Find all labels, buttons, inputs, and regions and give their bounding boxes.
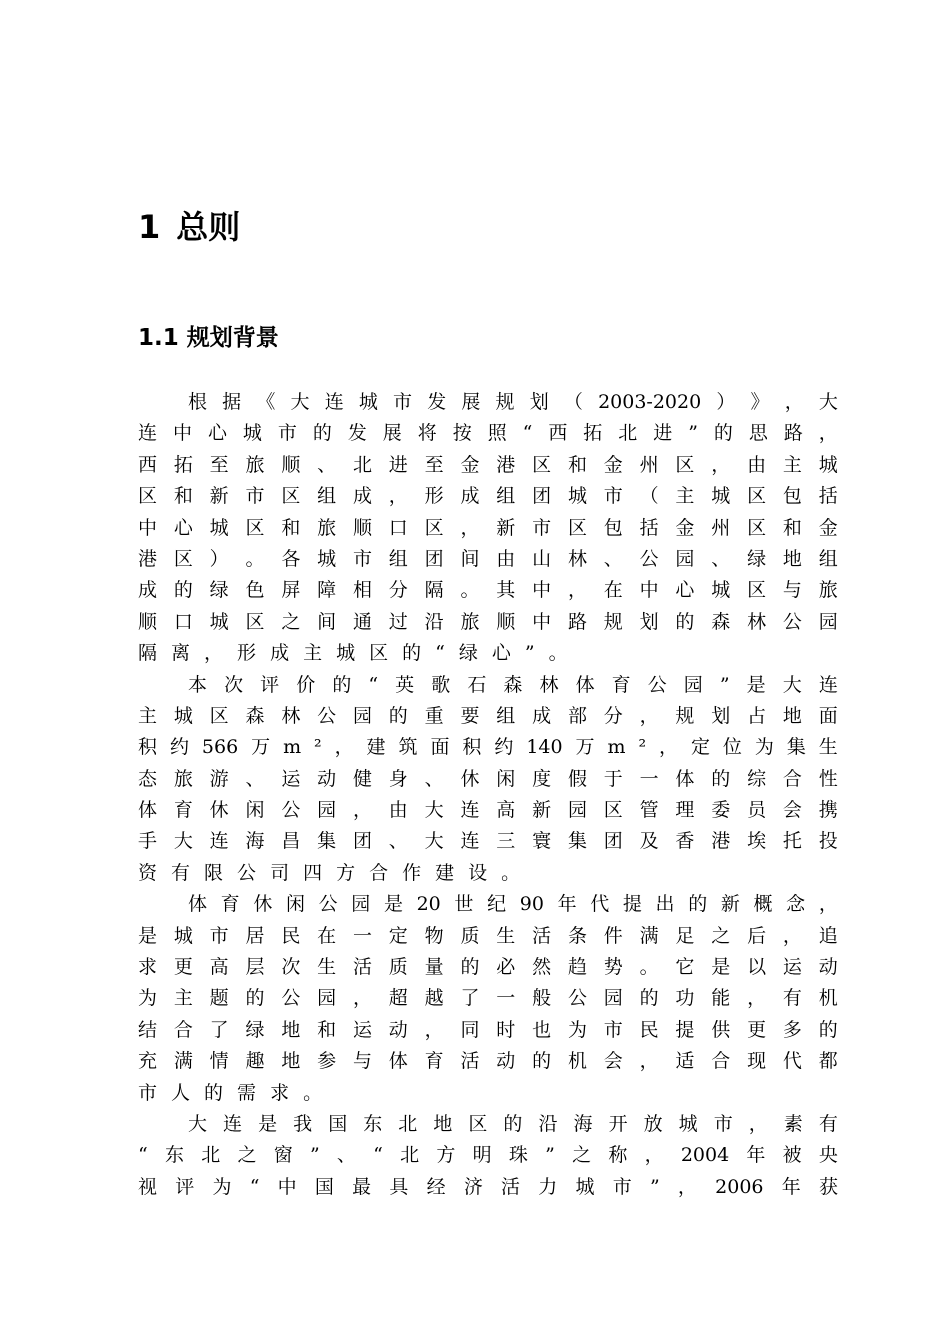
text-line: 港 区 ） 。 各 城 市 组 团 间 由 山 林 、 公 园 、 绿 地 组 — [138, 547, 838, 570]
text-line: 体 育 休 闲 公 园 ， 由 大 连 高 新 园 区 管 理 委 员 会 携 — [138, 799, 838, 822]
text-line: 结 合 了 绿 地 和 运 动 ， 同 时 也 为 市 民 提 供 更 多 的 — [138, 1018, 838, 1041]
text-line: 大 连 是 我 国 东 北 地 区 的 沿 海 开 放 城 市 ， 素 有 — [188, 1112, 838, 1135]
text-line: 隔 离 ， 形 成 主 城 区 的 “ 绿 心 ” 。 — [138, 642, 568, 665]
text-line: 成 的 绿 色 屏 障 相 分 隔 。 其 中 ， 在 中 心 城 区 与 旅 — [138, 579, 838, 602]
chapter-heading — [138, 203, 240, 251]
text-line: 视 评 为 “ 中 国 最 具 经 济 活 力 城 市 ” ， 2006 年 获 — [138, 1175, 838, 1198]
text-line: 态 旅 游 、 运 动 健 身 、 休 闲 度 假 于 一 体 的 综 合 性 — [138, 767, 838, 790]
text-line: “ 东 北 之 窗 ” 、 “ 北 方 明 珠 ” 之 称 ， 2004 年 被 央 — [138, 1144, 838, 1167]
text-line: 西 拓 至 旅 顺 、 北 进 至 金 港 区 和 金 州 区 ， 由 主 城 — [138, 453, 838, 476]
text-line: 充 满 情 趣 地 参 与 体 育 活 动 的 机 会 ， 适 合 现 代 都 — [138, 1050, 838, 1073]
text-line: 区 和 新 市 区 组 成 ， 形 成 组 团 城 市 （ 主 城 区 包 括 — [138, 485, 838, 508]
text-line: 手 大 连 海 昌 集 团 、 大 连 三 寰 集 团 及 香 港 埃 托 投 — [138, 830, 838, 853]
text-line: 本 次 评 价 的 “ 英 歌 石 森 林 体 育 公 园 ” 是 大 连 — [188, 673, 838, 696]
text-line: 主 城 区 森 林 公 园 的 重 要 组 成 部 分 ， 规 划 占 地 面 — [138, 704, 838, 727]
text-line: 根 据 《 大 连 城 市 发 展 规 划 （ 2003-2020 ） 》 ， 大 — [188, 391, 838, 413]
text-line: 体 育 休 闲 公 园 是 20 世 纪 90 年 代 提 出 的 新 概 念 ， — [188, 893, 838, 916]
section-heading: 1.1 规划背景 — [138, 325, 279, 351]
chapter-title: 总则 — [176, 208, 241, 246]
text-line: 连 中 心 城 市 的 发 展 将 按 照 “ 西 拓 北 进 ” 的 思 路 ， — [138, 422, 838, 445]
text-line: 积 约 566 万 m ² ， 建 筑 面 积 约 140 万 m ² ， 定 位 为 集 生 — [138, 736, 838, 759]
text-line: 是 城 市 居 民 在 一 定 物 质 生 活 条 件 满 足 之 后 ， 追 — [138, 924, 838, 947]
text-line: 为 主 题 的 公 园 ， 超 越 了 一 般 公 园 的 功 能 ， 有 机 — [138, 987, 838, 1010]
body-text — [138, 387, 838, 1203]
text-line: 资 有 限 公 司 四 方 合 作 建 设 。 — [138, 861, 521, 884]
text-line: 市 人 的 需 求 。 — [138, 1081, 323, 1104]
text-line: 求 更 高 层 次 生 活 质 量 的 必 然 趋 势 。 它 是 以 运 动 — [138, 956, 838, 979]
text-line: 顺 口 城 区 之 间 通 过 沿 旅 顺 中 路 规 划 的 森 林 公 园 — [138, 610, 838, 633]
chapter-number: 1 — [138, 208, 161, 246]
text-line: 中 心 城 区 和 旅 顺 口 区 ， 新 市 区 包 括 金 州 区 和 金 — [138, 516, 838, 539]
